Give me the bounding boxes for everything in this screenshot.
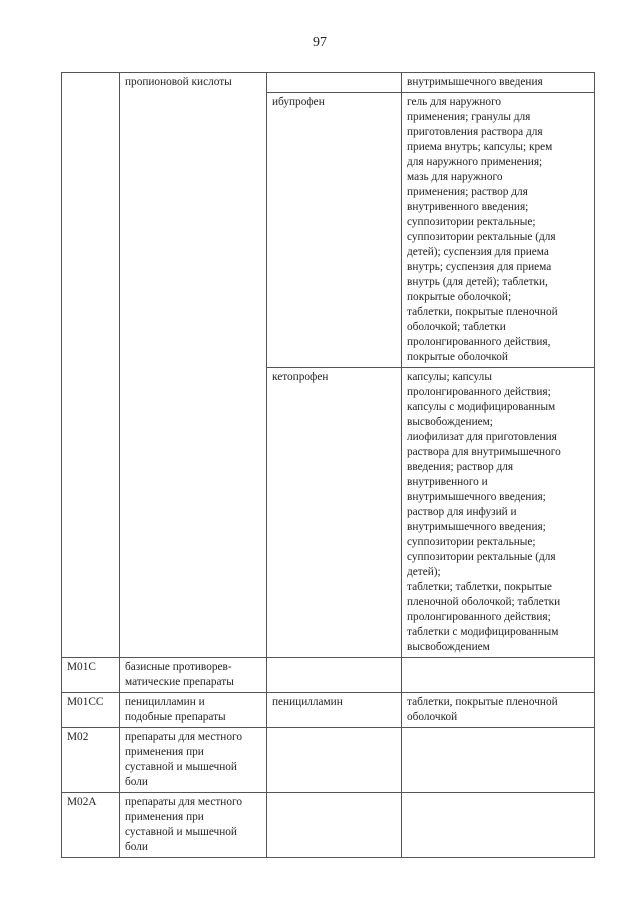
atc-code-cell: M02A — [62, 793, 120, 858]
drug-table — [61, 72, 595, 858]
atc-code-cell: M02 — [62, 728, 120, 793]
dosage-forms-cell — [402, 658, 595, 693]
dosage-forms-cell: гель для наружного применения; гранулы для приготовления раствора для приема внутрь; капсулы; крем для наружного применения; мазь для наружного применения; раствор для внутривенного введения; суппозитории ректальные; суппозитории ректальные (для детей); суспензия для приема внутрь; суспензия для приема внутрь (для детей); таблетки, покрытые оболочкой; таблетки, покрытые пленочной оболочкой; таблетки пролонгированного действия, покрытые оболочкой — [402, 93, 595, 368]
pharm-group-cell: пропионовой кислоты — [120, 73, 267, 658]
drug-name-cell: ибупрофен — [267, 93, 402, 368]
drug-name-cell — [267, 73, 402, 93]
atc-code-cell — [62, 73, 120, 658]
dosage-forms-cell — [402, 728, 595, 793]
table-row — [62, 658, 595, 693]
dosage-forms-cell: таблетки, покрытые пленочной оболочкой — [402, 693, 595, 728]
page-number: 97 — [313, 35, 327, 50]
pharm-group-cell: препараты для местного применения при суставной и мышечной боли — [120, 728, 267, 793]
drug-name-cell — [267, 793, 402, 858]
table-row — [62, 793, 595, 858]
pharm-group-cell: препараты для местного применения при суставной и мышечной боли — [120, 793, 267, 858]
drug-name-cell: пеницилламин — [267, 693, 402, 728]
atc-code-cell: M01CC — [62, 693, 120, 728]
atc-code-cell: M01C — [62, 658, 120, 693]
dosage-forms-cell: внутримышечного введения — [402, 73, 595, 93]
drug-name-cell — [267, 658, 402, 693]
dosage-forms-cell: капсулы; капсулы пролонгированного действия; капсулы с модифицированным высвобождением; лиофилизат для приготовления раствора для внутримышечного введения; раствор для внутривенного и внутримышечного введения; раствор для инфузий и внутримышечного введения; суппозитории ректальные; суппозитории ректальные (для детей); таблетки; таблетки, покрытые пленочной оболочкой; таблетки пролонгированного действия; таблетки с модифицированным высвобождением — [402, 368, 595, 658]
table-row — [62, 693, 595, 728]
drug-name-cell — [267, 728, 402, 793]
table-row — [62, 728, 595, 793]
pharm-group-cell: базисные противорев- матические препараты — [120, 658, 267, 693]
drug-name-cell: кетопрофен — [267, 368, 402, 658]
pharm-group-cell: пеницилламин и подобные препараты — [120, 693, 267, 728]
dosage-forms-cell — [402, 793, 595, 858]
table-row — [62, 73, 595, 93]
